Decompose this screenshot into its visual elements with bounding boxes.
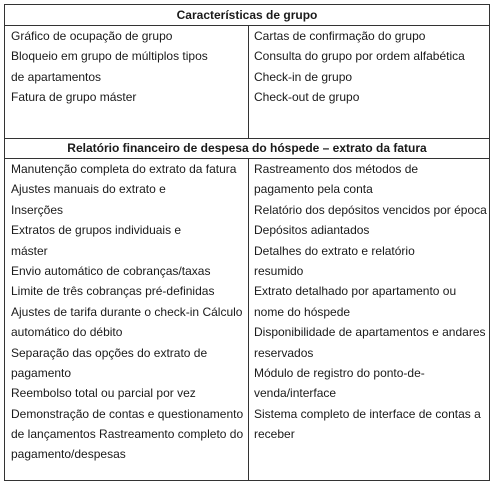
list-item: Limite de três cobranças pré-definidas (11, 284, 215, 299)
list-item: Cartas de confirmação do grupo (254, 29, 426, 43)
list-item: Módulo de registro do ponto-de- (254, 365, 425, 380)
list-item: nome do hóspede (254, 304, 351, 319)
list-item: Rastreamento dos métodos de (254, 162, 419, 176)
list-item: Separação das opções do extrato de (11, 345, 208, 360)
section1-right-column (254, 26, 465, 108)
list-item: reservados (254, 345, 314, 360)
list-item: Disponibilidade de apartamentos e andares (254, 325, 486, 340)
section1-title: Características de grupo (176, 8, 318, 22)
list-item: Inserções (11, 202, 64, 217)
list-item: Extratos de grupos individuais e (11, 223, 182, 238)
list-item: Reembolso total ou parcial por vez (11, 386, 196, 401)
section2-right-column (254, 159, 487, 444)
list-item: pagamento/despesas (11, 447, 126, 462)
list-item: Check-out de grupo (254, 90, 360, 105)
list-item: Ajustes de tarifa durante o check-in Cálculo (11, 304, 243, 319)
list-item: Fatura de grupo máster (11, 90, 137, 105)
list-item: Demonstração de contas e questionamento (11, 406, 244, 421)
list-item: máster (11, 243, 48, 258)
list-item: Depósitos adiantados (254, 223, 370, 238)
section2-left-column (11, 159, 243, 465)
list-item: pagamento pela conta (254, 182, 373, 197)
list-item: Consulta do grupo por ordem alfabética (254, 49, 465, 64)
list-item: Sistema completo de interface de contas a (254, 406, 481, 421)
column-divider (248, 158, 249, 481)
list-item: de lançamentos Rastreamento completo do (11, 427, 244, 442)
list-item: venda/interface (254, 386, 337, 401)
list-item: resumido (254, 263, 304, 278)
list-item: automático do débito (11, 325, 123, 340)
list-item: Gráfico de ocupação de grupo (11, 29, 173, 43)
list-item: Ajustes manuais do extrato e (11, 182, 166, 197)
list-item: receber (254, 427, 295, 442)
section2-title: Relatório financeiro de despesa do hóspede – extrato da fatura (67, 141, 427, 155)
list-item: Extrato detalhado por apartamento ou (254, 284, 457, 299)
list-item: de apartamentos (11, 69, 102, 84)
list-item: pagamento (11, 365, 72, 380)
section1-left-column (11, 26, 208, 108)
column-divider (248, 25, 249, 138)
list-item: Manutenção completa do extrato da fatura (11, 162, 237, 176)
list-item: Bloqueio em grupo de múltiplos tipos (11, 49, 208, 64)
list-item: Detalhes do extrato e relatório (254, 243, 415, 258)
list-item: Check-in de grupo (254, 69, 353, 84)
list-item: Relatório dos depósitos vencidos por época (254, 202, 487, 217)
list-item: Envio automático de cobranças/taxas (11, 263, 211, 278)
features-table (4, 4, 490, 481)
